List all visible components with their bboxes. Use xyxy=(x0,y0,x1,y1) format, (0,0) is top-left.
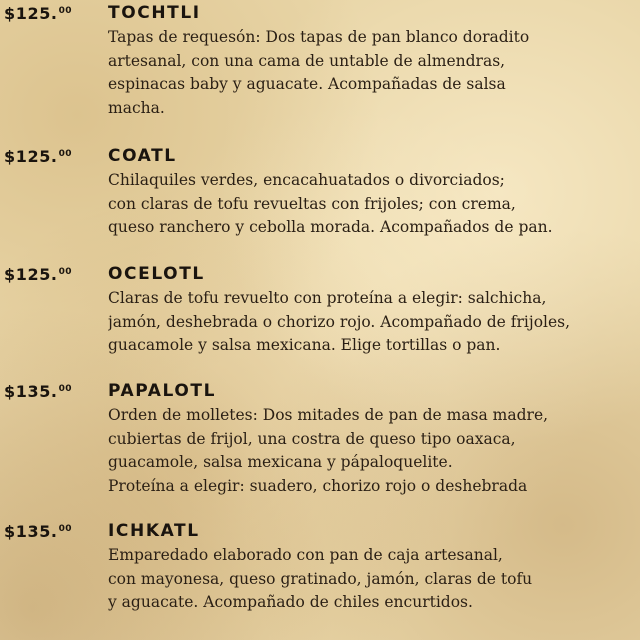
price-amount: $125. xyxy=(4,147,58,166)
item-price xyxy=(4,265,72,284)
description-line: Emparedado elaborado con pan de caja artesanal, xyxy=(108,546,503,564)
item-price xyxy=(4,382,72,401)
item-name: ICHKATL xyxy=(108,521,200,541)
description-line: con mayonesa, queso gratinado, jamón, claras de tofu xyxy=(108,569,533,588)
price-cents: 00 xyxy=(58,149,72,159)
description-line: Tapas de requesón: Dos tapas de pan blanco doradito xyxy=(108,28,530,46)
item-description xyxy=(108,404,638,498)
item-description xyxy=(108,169,638,240)
price-amount: $125. xyxy=(4,265,58,284)
description-line: macha. xyxy=(108,98,165,117)
item-description xyxy=(108,544,638,615)
item-description xyxy=(108,26,638,120)
description-line: artesanal, con una cama de untable de almendras, xyxy=(108,51,506,70)
item-name: PAPALOTL xyxy=(108,381,217,401)
price-cents: 00 xyxy=(58,267,72,277)
description-line: Orden de molletes: Dos mitades de pan de masa madre, xyxy=(108,406,549,424)
description-line: guacamole y salsa mexicana. Elige tortillas o pan. xyxy=(108,336,501,354)
price-cents: 00 xyxy=(58,384,72,394)
price-amount: $125. xyxy=(4,4,58,23)
price-cents: 00 xyxy=(58,6,72,16)
item-price xyxy=(4,4,72,23)
item-price xyxy=(4,522,72,541)
item-description xyxy=(108,287,638,358)
item-price xyxy=(4,147,72,166)
item-name: COATL xyxy=(108,146,177,166)
description-line: guacamole, salsa mexicana y pápaloquelite. xyxy=(108,453,453,471)
price-cents: 00 xyxy=(58,524,72,534)
description-line: y aguacate. Acompañado de chiles encurtidos. xyxy=(108,593,473,611)
item-name: OCELOTL xyxy=(108,264,205,284)
description-line: con claras de tofu revueltas con frijoles; con crema, xyxy=(108,194,516,213)
description-line: queso ranchero y cebolla morada. Acompañados de pan. xyxy=(108,218,553,236)
item-name: TOCHTLI xyxy=(108,3,201,23)
price-amount: $135. xyxy=(4,382,58,401)
description-line: Chilaquiles verdes, encacahuatados o divorciados; xyxy=(108,171,505,189)
description-line: Proteína a elegir: suadero, chorizo rojo o deshebrada xyxy=(108,476,528,495)
description-line: jamón, deshebrada o chorizo rojo. Acompañado de frijoles, xyxy=(108,312,571,331)
description-line: espinacas baby y aguacate. Acompañadas de salsa xyxy=(108,75,506,93)
description-line: cubiertas de frijol, una costra de queso tipo oaxaca, xyxy=(108,429,516,448)
price-amount: $135. xyxy=(4,522,58,541)
description-line: Claras de tofu revuelto con proteína a elegir: salchicha, xyxy=(108,289,547,307)
